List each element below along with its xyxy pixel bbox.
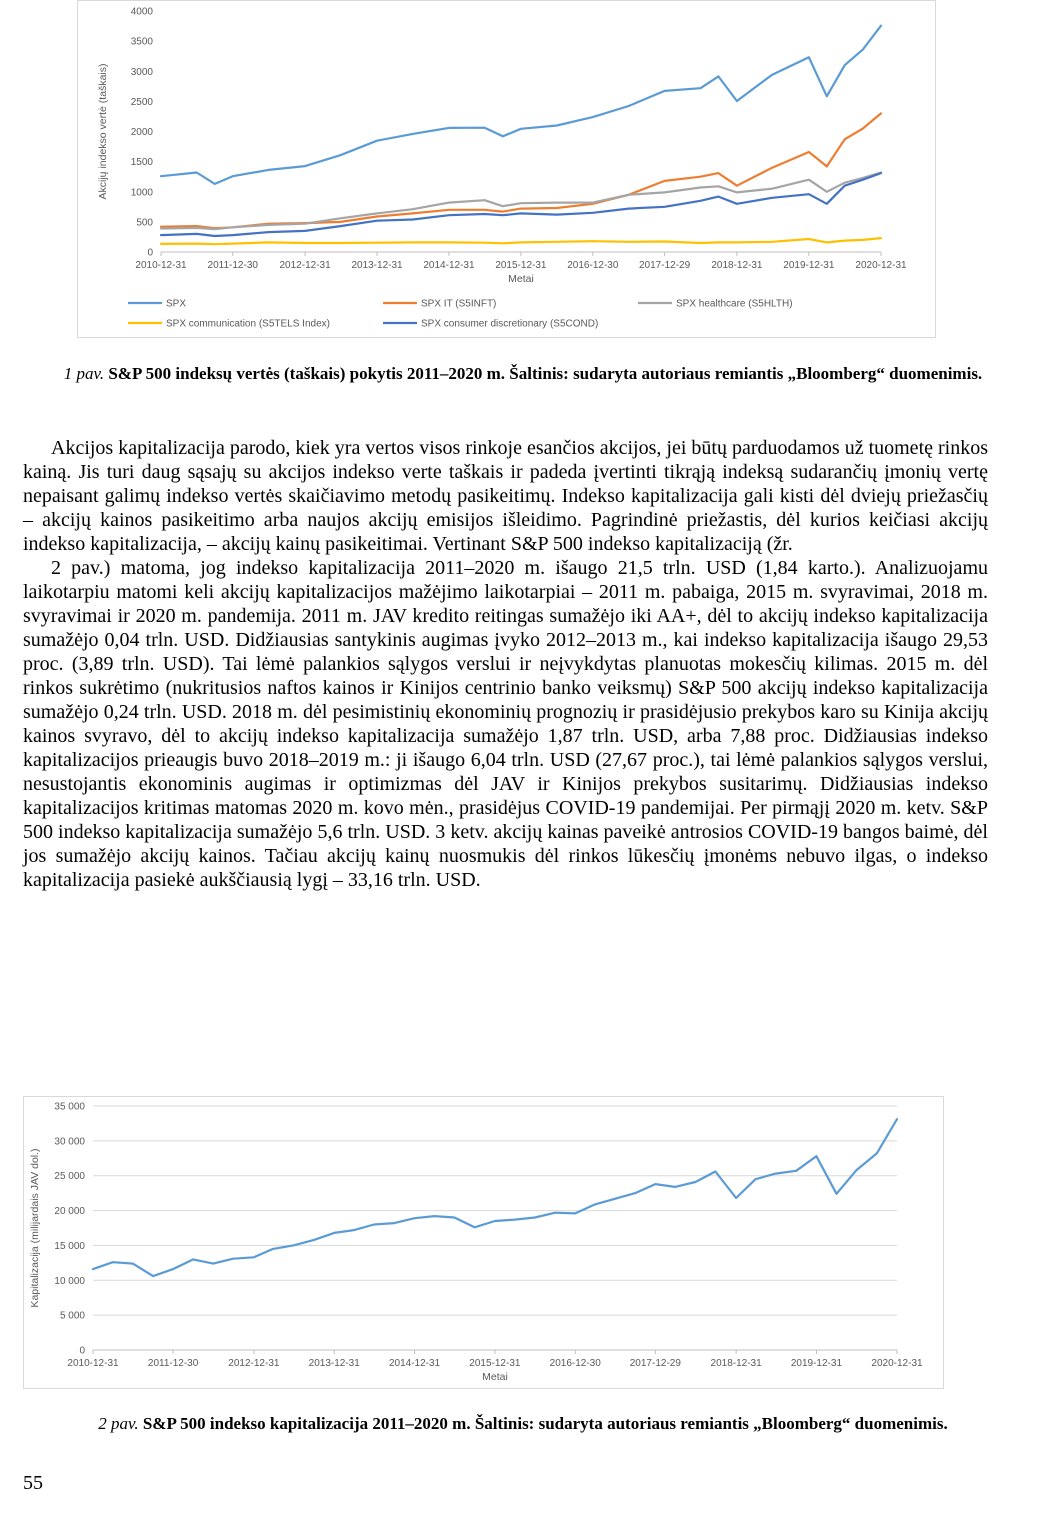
chart2-y-tick-label: 30 000 [54,1136,85,1148]
chart1-x-tick-label: 2019-12-31 [783,260,835,271]
figure1-svg [78,1,935,337]
chart1-y-tick-label: 3000 [130,66,153,78]
chart1-x-tick-label: 2015-12-31 [495,260,547,271]
chart2-y-tick-label: 25 000 [54,1171,85,1183]
chart2-x-tick-label: 2016-12-30 [549,1358,601,1369]
chart1-y-tick-label: 2000 [130,127,153,138]
paragraph-2: 2 pav.) matoma, jog indekso kapitalizacija 2011–2020 m. išaugo 21,5 trln. USD (1,84 karto.). Analizuojamu laikotarpiu matomi keli akcijų kapitalizacijos mažėjimo laikotarpiai – 2011 m. pabaiga, 2015 m. svyravimai, 2018 m. svyravimai ir 2020 m. pandemija. 2011 m. JAV kredito reitingas sumažėjo iki AA+, dėl to akcijų indekso kapitalizacija sumažėjo 0,04 trln. USD. Didžiausias santykinis augimas įvyko 2012–2013 m., kai indekso kapitalizacija išaugo 29,53 proc. (3,89 trln. USD). Tai lėmė palankios sąlygos verslui ir neįvykdytas planuotas mokesčių kilimas. 2015 m. dėl rinkos sukrėtimo (nukritusios naftos kainos ir Kinijos centrinio banko veiksmų) S&P 500 akcijų indekso kapitalizacija sumažėjo 0,24 trln. USD. 2018 m. dėl pesimistinių ekonominių prognozių ir prasidėjusio prekybos karo su Kinija akcijų kainos svyravo, dėl to akcijų indekso kapitalizacija sumažėjo 1,87 trln. USD, arba 7,88 proc. Didžiausias indekso kapitalizacijos prieaugis buvo 2018–2019 m.: ji išaugo 6,04 trln. USD (27,67 proc.), tai lėmė palankios sąlygos verslui, nesustojantis ekonominis augimas ir optimizmas dėl JAV ir Kinijos prekybos susitarimų. Didžiausias indekso kapitalizacijos kritimas matomas 2020 m. kovo mėn., prasidėjus COVID-19 pandemijai. Per pirmąjį 2020 m. ketv. S&P 500 indekso kapitalizacija sumažėjo 5,6 trln. USD. 3 ketv. akcijų kainas paveikė antrosios COVID-19 bangos baimė, dėl jos sumažėjo akcijų kainos. Tačiau akcijų kainų nuosmukis dėl rinkos lūkesčių įmonėms nebuvo ilgas, o indekso kapitalizacija pasiekė aukščiausią lygį – 33,16 trln. USD. [23,557,988,891]
chart1-x-tick-label: 2011-12-30 [207,260,258,271]
chart1-series-line-0 [161,26,881,184]
chart2-x-axis-title: Metai [482,1371,508,1383]
chart1-series-line-3 [161,238,881,244]
chart1-y-tick-label: 2500 [130,96,153,108]
figure1-chart [77,0,936,338]
figure1-caption [40,363,1006,385]
chart2-x-tick-label: 2012-12-31 [228,1358,280,1369]
chart1-x-tick-label: 2014-12-31 [423,260,475,271]
chart1-legend-label-3: SPX communication (S5TELS Index) [166,318,330,330]
chart1-legend-label-2: SPX healthcare (S5HLTH) [676,298,793,310]
chart2-x-tick-label: 2020-12-31 [871,1358,923,1369]
figure1-caption-text: S&P 500 indeksų vertės (taškais) pokytis 2011–2020 m. Šaltinis: sudaryta autoriaus remiantis „Bloomberg“ duomenimis. [108,364,983,383]
chart1-x-tick-label: 2012-12-31 [279,260,331,271]
figure1-caption-number: 1 pav. [63,364,105,383]
chart1-x-tick-label: 2017-12-29 [639,260,691,271]
figure2-caption [40,1413,1006,1435]
paragraph-1: Akcijos kapitalizacija parodo, kiek yra vertos visos rinkoje esančios akcijos, jei būtų parduodamos už tuometę rinkos kainą. Jis turi daug sąsajų su akcijos indekso verte taškais ir padeda įvertinti tikrąją indeksą sudarančių įmonių vertę nepaisant galimų indekso vertės skaičiavimo metodų pasikeitimų. Indekso kapitalizacija gali kisti dėl dviejų priežasčių – akcijų kainos pasikeitimo arba naujos akcijų emisijos išleidimo. Pagrindinė priežastis, dėl kurios keičiasi akcijų indekso kapitalizacija, – akcijų kainų pasikeitimai. Vertinant S&P 500 indekso kapitalizaciją (žr. [23,437,988,555]
chart1-y-tick-label: 1500 [130,157,153,169]
chart1-x-tick-label: 2013-12-31 [351,260,403,271]
chart1-x-tick-label: 2016-12-30 [567,260,619,271]
chart2-x-tick-label: 2014-12-31 [388,1358,441,1369]
chart1-legend-label-1: SPX IT (S5INFT) [421,298,497,310]
chart1-y-axis-title: Akcijų indekso vertė (taškais) [97,63,109,200]
chart2-x-tick-label: 2013-12-31 [308,1358,360,1369]
chart2-y-tick-label: 0 [79,1345,85,1357]
chart2-x-tick-label: 2018-12-31 [710,1358,762,1369]
chart2-y-tick-label: 5 000 [59,1310,85,1322]
chart2-series-line-0 [93,1119,897,1276]
chart2-x-tick-label: 2019-12-31 [790,1358,843,1369]
chart1-x-tick-label: 2010-12-31 [135,260,187,271]
chart1-series-line-2 [161,173,881,230]
page-number: 55 [23,1472,43,1494]
chart1-y-tick-label: 1000 [130,187,153,199]
chart1-y-tick-label: 4000 [130,6,153,18]
chart2-x-tick-label: 2011-12-30 [147,1358,199,1369]
chart2-y-tick-label: 15 000 [54,1240,85,1252]
chart1-legend-label-0: SPX [166,298,187,310]
chart1-y-tick-label: 500 [136,217,153,229]
figure2-chart [23,1096,944,1389]
figure2-caption-number: 2 pav. [98,1414,139,1433]
chart1-y-tick-label: 3500 [130,36,153,48]
figure2-svg [24,1097,943,1388]
figure2-caption-text: S&P 500 indekso kapitalizacija 2011–2020 m. Šaltinis: sudaryta autoriaus remiantis „Bloomberg“ duomenimis. [142,1414,948,1433]
chart2-y-tick-label: 35 000 [54,1101,85,1113]
chart1-y-tick-label: 0 [147,247,153,259]
chart2-x-tick-label: 2010-12-31 [67,1358,119,1369]
chart1-x-axis-title: Metai [508,273,534,285]
chart2-x-tick-label: 2017-12-29 [629,1358,681,1369]
chart2-y-axis-title: Kapitalizacija (milijardais JAV dol.) [29,1148,41,1308]
chart1-legend-label-4: SPX consumer discretionary (S5COND) [421,318,599,330]
chart2-x-tick-label: 2015-12-31 [469,1358,521,1369]
chart2-y-tick-label: 20 000 [54,1206,85,1218]
chart2-y-tick-label: 10 000 [54,1275,85,1287]
chart1-x-tick-label: 2020-12-31 [855,260,907,271]
chart1-x-tick-label: 2018-12-31 [711,260,763,271]
chart1-series-line-4 [161,173,881,236]
body-text [23,436,988,892]
